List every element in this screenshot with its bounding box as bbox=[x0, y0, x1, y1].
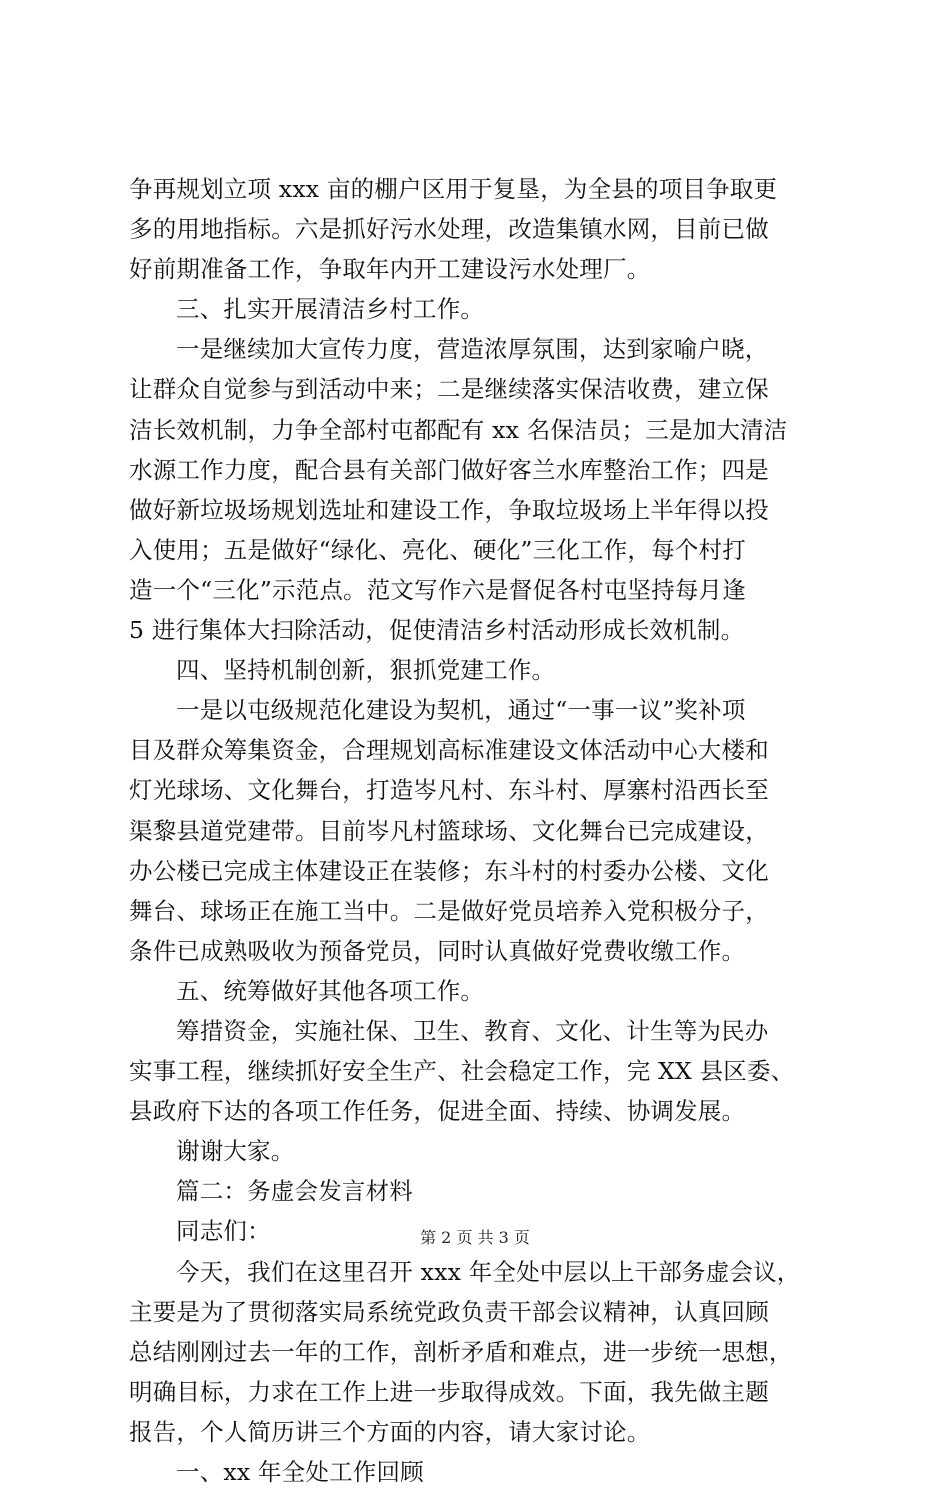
page-footer: 第 2 页 共 3 页 bbox=[420, 1228, 530, 1247]
text-line: 争再规划立项 xxx 亩的棚户区用于复垦，为全县的项目争取更 bbox=[129, 175, 778, 203]
text-line: 主要是为了贯彻落实局系统党政负责干部会议精神，认真回顾 bbox=[129, 1297, 769, 1326]
text-line: 五、统筹做好其他各项工作。 bbox=[176, 976, 485, 1005]
text-line: 明确目标，力求在工作上进一步取得成效。下面，我先做主题 bbox=[129, 1377, 769, 1406]
text-line: 一、xx 年全处工作回顾 bbox=[176, 1458, 424, 1486]
text-line: 一是继续加大宣传力度，营造浓厚氛围，达到家喻户晓， bbox=[176, 335, 769, 364]
text-line: 灯光球场、文化舞台，打造岑凡村、东斗村、厚寨村沿西长至 bbox=[129, 776, 769, 805]
text-line: 篇二：务虚会发言材料 bbox=[176, 1177, 413, 1206]
text-line: 总结刚刚过去一年的工作，剖析矛盾和难点，进一步统一思想， bbox=[129, 1337, 793, 1366]
text-line: 筹措资金，实施社保、卫生、教育、文化、计生等为民办 bbox=[176, 1016, 769, 1045]
text-line: 洁长效机制，力争全部村屯都配有 xx 名保洁员；三是加大清洁 bbox=[129, 415, 788, 444]
text-line: 好前期准备工作，争取年内开工建设污水处理厂。 bbox=[129, 255, 651, 284]
text-line: 条件已成熟吸收为预备党员，同时认真做好党费收缴工作。 bbox=[129, 936, 746, 965]
text-line: 让群众自觉参与到活动中来；二是继续落实保洁收费，建立保 bbox=[129, 375, 769, 404]
text-line: 多的用地指标。六是抓好污水处理，改造集镇水网，目前已做 bbox=[129, 215, 769, 244]
text-line: 办公楼已完成主体建设正在装修；东斗村的村委办公楼、文化 bbox=[129, 856, 769, 885]
text-line: 三、扎实开展清洁乡村工作。 bbox=[176, 295, 485, 324]
text-line: 一是以屯级规范化建设为契机，通过“一事一议”奖补项 bbox=[176, 696, 746, 725]
text-line: 造一个“三化”示范点。范文写作六是督促各村屯坚持每月逢 bbox=[129, 575, 746, 604]
text-line: 5 进行集体大扫除活动，促使清洁乡村活动形成长效机制。 bbox=[129, 616, 745, 645]
text-line: 渠黎县道党建带。目前岑凡村篮球场、文化舞台已完成建设， bbox=[129, 816, 769, 845]
text-line: 实事工程，继续抓好安全生产、社会稳定工作，完 XX 县区委、 bbox=[129, 1057, 795, 1086]
text-line: 同志们： bbox=[176, 1217, 271, 1246]
text-line: 入使用；五是做好“绿化、亮化、硬化”三化工作，每个村打 bbox=[129, 535, 746, 564]
text-line: 四、坚持机制创新，狠抓党建工作。 bbox=[176, 656, 556, 685]
text-line: 谢谢大家。 bbox=[176, 1137, 295, 1166]
text-line: 水源工作力度，配合县有关部门做好客兰水库整治工作；四是 bbox=[129, 455, 769, 484]
text-line: 报告，个人简历讲三个方面的内容，请大家讨论。 bbox=[129, 1417, 651, 1446]
text-line: 目及群众筹集资金，合理规划高标准建设文体活动中心大楼和 bbox=[129, 736, 769, 765]
text-line: 舞台、球场正在施工当中。二是做好党员培养入党积极分子， bbox=[129, 896, 769, 925]
text-line: 做好新垃圾场规划选址和建设工作，争取垃圾场上半年得以投 bbox=[129, 495, 769, 524]
text-line: 县政府下达的各项工作任务，促进全面、持续、协调发展。 bbox=[129, 1097, 746, 1126]
document-body bbox=[129, 169, 829, 1492]
text-line: 今天，我们在这里召开 xxx 年全处中层以上干部务虚会议， bbox=[176, 1257, 801, 1286]
